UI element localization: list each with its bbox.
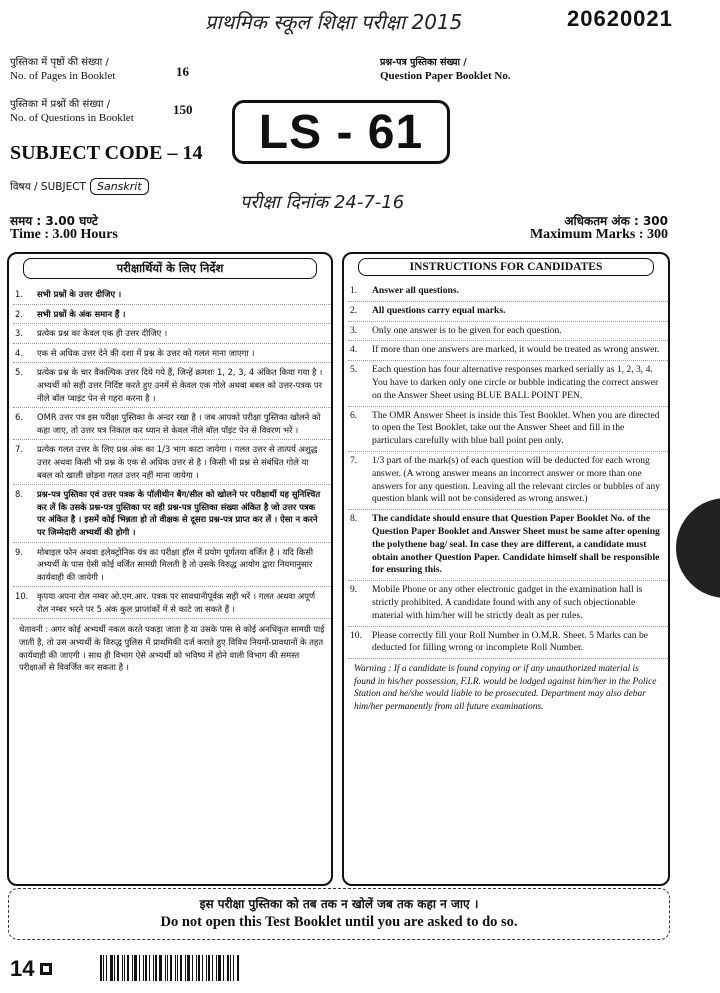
- instruction-text: प्रत्येक प्रश्न का केवल एक ही उत्तर दीजिए ।: [37, 328, 168, 339]
- instruction-item: [348, 341, 668, 361]
- paper-code: LS - 61: [258, 105, 424, 159]
- time-en: Time : 3.00 Hours: [10, 227, 118, 242]
- instruction-item: [13, 587, 331, 619]
- instruction-item: [13, 324, 331, 344]
- do-not-open-box: [8, 888, 670, 940]
- instruction-item: [348, 510, 668, 581]
- code-box: [232, 100, 450, 164]
- serial-number: 20620021: [567, 6, 673, 31]
- instruction-number: 1.: [15, 289, 23, 299]
- instruction-text: प्रत्येक गलत उत्तर के लिए प्रश्न अंक का 1/3 भाग काटा जायेगा । गलत उत्तर से तात्पर्य अशुद्ध उत्तर अथवा किसी भी प्रश्न के एक से अधिक उत्तर से है । किसी भी प्रश्न से संबंधित गोले या बबल को खाली छोड़ना गलत उत्तर नहीं माना जायेगा ।: [37, 444, 318, 480]
- barcode-bar: [134, 955, 137, 981]
- subject-row: [10, 178, 149, 195]
- instruction-text: Each question has four alternative responses marked serially as 1, 2, 3, 4. You have to darken only one circle or bubble indicating the correct answer on the Answer Sheet using BLUE BALL POINT PEN.: [372, 364, 659, 401]
- barcode-bar: [227, 955, 229, 981]
- instruction-number: 5.: [15, 367, 23, 378]
- barcode-bar: [206, 955, 207, 981]
- subject-value: Sanskrit: [90, 178, 149, 195]
- hindi-warning: चेतावनी : अगर कोई अभ्यर्थी नकल करते पकड़ा जाता है या उसके पास से कोई अनधिकृत सामग्री पाई जाती है, तो उस अभ्यर्थी के विरुद्ध पुलिस में प्राथमिकी दर्ज कराते हुए विविध नियमों-प्रावधानों के तहत कार्यवाही की जाएगी । साथ ही विभाग ऐसे अभ्यर्थी को भविष्य में होने वाली विभाग की समस्त परीक्षाओं से विवर्जित कर सकता है ।: [19, 624, 325, 673]
- barcode-bar: [170, 955, 172, 981]
- instruction-text: कृपया अपना रोल नम्बर ओ.एम.आर. पत्रक पर सावधानीपूर्वक सही भरें । गलत अथवा अपूर्ण रोल नम्बर भरने पर 5 अंक कुल प्राप्तांकों में से काटे जा सकते हैं ।: [37, 591, 316, 614]
- barcode-bar: [122, 955, 123, 981]
- bottom-code: 14: [10, 956, 35, 981]
- instruction-number: 3.: [15, 328, 23, 339]
- instruction-number: 2.: [15, 308, 23, 319]
- handwritten-date: परीक्षा दिनांक 24-7-16: [240, 192, 405, 213]
- instruction-number: 10.: [350, 629, 362, 641]
- instruction-number: 6.: [15, 412, 23, 423]
- instruction-text: सभी प्रश्नों के अंक समान हैं ।: [37, 308, 126, 319]
- instruction-text: मोबाइल फोन अथवा इलेक्ट्रोनिक यंत्र का परीक्षा हॉल में प्रयोग पूर्णतया वर्जित है । यदि किसी अभ्यर्थी के पास ऐसी कोई वर्जित सामग्री मिलती है तो उसके विरुद्ध आयोग द्वारा नियमानुसार कार्यवाही की जायेगी ।: [37, 546, 314, 582]
- barcode-bar: [212, 955, 213, 981]
- barcode-bar: [167, 955, 168, 981]
- instruction-number: 9.: [15, 546, 23, 557]
- barcode-bar: [106, 955, 107, 981]
- instruction-item: [348, 302, 668, 322]
- footer-en: Do not open this Test Booklet until you are asked to do so.: [160, 914, 518, 930]
- barcode-bar: [114, 955, 115, 981]
- barcode-bar: [237, 955, 239, 981]
- instruction-text: Mobile Phone or any other electronic gadget in the examination hall is strictly prohibited. A candidate found with any of such objectionable material with him/her will be strictly dealt as per rules.: [372, 584, 643, 621]
- booklet-no-label-en: Question Paper Booklet No.: [380, 70, 511, 82]
- instruction-item: [13, 543, 331, 588]
- instruction-text: OMR उत्तर पत्र इस परीक्षा पुस्तिका के अन्दर रखा है । जब आपको परीक्षा पुस्तिका खोलने को कहा जाए, तो उत्तर पत्र निकाल कर ध्यान से केवल नीले बॉल पॉइंट पेन से विवरण भरें ।: [37, 412, 321, 435]
- barcode-bar: [187, 955, 190, 981]
- instruction-number: 7.: [350, 454, 358, 466]
- instruction-text: प्रश्न-पत्र पुस्तिका एवं उत्तर पत्रक के पॉलीथीन बैग/सील को खोलने पर परीक्षार्थी यह सुनिश्चित कर लें कि उसके प्रश्न-पत्र पुस्तिका पर वही प्रश्न-पत्र पुस्तिका संख्या अंकित है जो उत्तर पत्रक पर अंकित है । इसमें कोई भिन्नता हो तो वीक्षक से दूसरा प्रश्न-पत्र प्राप्त कर लें । ऐसा न करने पर जिम्मेदारी अभ्यर्थी की होगी ।: [37, 489, 321, 537]
- instruction-number: 8.: [350, 513, 358, 525]
- barcode-bar: [127, 955, 129, 981]
- barcode-bar: [153, 955, 154, 981]
- barcode-bar: [145, 955, 147, 981]
- barcode-bar: [233, 955, 234, 981]
- barcode-bar: [100, 955, 102, 981]
- questions-value: 150: [173, 102, 193, 117]
- barcode-bar: [143, 955, 144, 981]
- instruction-number: 4.: [350, 344, 358, 356]
- instruction-item: [348, 282, 668, 302]
- instruction-text: एक से अधिक उत्तर देने की दशा में प्रश्न के उत्तर को गलत माना जाएगा ।: [37, 347, 255, 358]
- pages-value: 16: [176, 64, 189, 79]
- instruction-text: If more than one answers are marked, it would be treated as wrong answer.: [372, 344, 660, 356]
- instruction-item: [13, 440, 331, 485]
- barcode-bar: [139, 955, 140, 981]
- instruction-text: All questions carry equal marks.: [372, 304, 506, 316]
- instruction-item: [13, 408, 331, 440]
- barcode-bar: [192, 955, 193, 981]
- instruction-item: [348, 407, 668, 452]
- barcode-bar: [110, 955, 113, 981]
- instruction-number: 1.: [350, 285, 358, 296]
- barcode-bar: [159, 955, 162, 981]
- instruction-text: The OMR Answer Sheet is inside this Test Booklet. When you are directed to open the Test Booklet, take out the Answer Sheet and fill in the particulars carefully with blue ball point pen only.: [372, 409, 660, 447]
- barcode-bar: [177, 955, 178, 981]
- instruction-number: 10.: [15, 591, 29, 602]
- barcode-bar: [198, 955, 200, 981]
- barcode-bar: [202, 955, 203, 981]
- instruction-text: Please correctly fill your Roll Number in O.M.R. Sheet. 5 Marks can be deducted for filling wrong or incomplete Roll Number.: [372, 629, 649, 654]
- instruction-item: [348, 627, 668, 660]
- instruction-item: [13, 305, 331, 325]
- barcode-bar: [117, 955, 119, 981]
- english-warning: Warning : If a candidate is found copying or if any unauthorized material is found in his/her possession, F.I.R. would be lodged against him/her in the Police Station and he/she would liable to be prosecuted. Department may also debar him/her permanently from all future examinations.: [354, 664, 657, 712]
- time-hi: समय : 3.00 घण्टे: [10, 214, 98, 228]
- subject-code: SUBJECT CODE – 14: [10, 142, 203, 164]
- barcode: [100, 955, 240, 981]
- square-mark: [40, 963, 52, 975]
- barcode-bar: [124, 955, 125, 981]
- hindi-instructions-panel: [7, 252, 333, 886]
- barcode-bar: [165, 955, 166, 981]
- marks-en: Maximum Marks : 300: [529, 227, 668, 242]
- instruction-item: [13, 285, 331, 305]
- instruction-item: [13, 485, 331, 542]
- barcode-bar: [218, 955, 221, 981]
- english-instructions-list: [348, 282, 668, 659]
- barcode-bar: [132, 955, 133, 981]
- hindi-instructions-list: [13, 285, 331, 619]
- barcode-bar: [223, 955, 224, 981]
- side-tab-mark: [676, 498, 720, 598]
- questions-label-hi: पुस्तिका में प्रश्नों की संख्या /: [10, 99, 110, 110]
- instruction-number: 5.: [350, 364, 358, 376]
- barcode-bar: [180, 955, 182, 981]
- instruction-number: 9.: [350, 584, 358, 596]
- instruction-number: 4.: [15, 347, 23, 358]
- english-instructions-panel: [342, 252, 670, 886]
- instruction-item: [348, 361, 668, 406]
- barcode-bar: [208, 955, 210, 981]
- booklet-no-label-hi: प्रश्न-पत्र पुस्तिका संख्या /: [380, 57, 467, 68]
- instruction-item: [13, 363, 331, 408]
- instruction-number: 3.: [350, 324, 358, 336]
- hindi-instructions-header: परीक्षार्थियों के लिए निर्देश: [23, 258, 317, 279]
- instruction-number: 2.: [350, 304, 358, 316]
- barcode-bar: [149, 955, 150, 981]
- barcode-bar: [103, 955, 104, 981]
- handwritten-title: प्राथमिक स्कूल शिक्षा परीक्षा 2015: [205, 10, 463, 34]
- instruction-text: सभी प्रश्नों के उत्तर दीजिए ।: [37, 289, 122, 299]
- instruction-text: The candidate should ensure that Question Paper Booklet No. of the Question Paper Booklet and Answer Sheet must be same after opening the polythene bag/ seal. In case they are different, a candidate must obtain another Question Paper. Candidate himself shall be responsible for ensuring this.: [372, 513, 660, 576]
- questions-label-en: No. of Questions in Booklet: [10, 112, 134, 124]
- instruction-number: 6.: [350, 409, 358, 421]
- instruction-item: [348, 452, 668, 510]
- barcode-bar: [196, 955, 197, 981]
- barcode-bar: [155, 955, 157, 981]
- instruction-item: [13, 344, 331, 364]
- barcode-bar: [230, 955, 231, 981]
- barcode-bar: [185, 955, 186, 981]
- instruction-item: [348, 322, 668, 342]
- instruction-number: 8.: [15, 489, 23, 500]
- pages-label-hi: पुस्तिका में पृष्ठों की संख्या /: [10, 57, 109, 68]
- instruction-item: [348, 581, 668, 626]
- pages-label-en: No. of Pages in Booklet: [10, 70, 116, 82]
- instruction-text: प्रत्येक प्रश्न के चार वैकल्पिक उत्तर दिये गये हैं, जिन्हें क्रमशः 1, 2, 3, 4 अंकित किया गया है । अभ्यर्थी को सही उत्तर निर्दिष्ट करते हुए उनमें से केवल एक गोले अथवा बबल को उत्तर-पत्रक पर नीले बॉल प्वाइंट पेन से गहरा करना है ।: [37, 367, 323, 403]
- barcode-bar: [216, 955, 217, 981]
- instruction-text: 1/3 part of the mark(s) of each question will be deducted for each wrong answer. (A wrong answer means an incorrect answer or more than one answers for any question. Leaving all the relevant circles or bubbles of any question blank will not be considered as wrong answer.): [372, 454, 660, 505]
- subject-label: विषय / SUBJECT: [10, 180, 86, 193]
- barcode-bar: [175, 955, 176, 981]
- footer-hi: इस परीक्षा पुस्तिका को तब तक न खोलें जब तक कहा न जाए ।: [199, 897, 479, 911]
- instruction-text: Answer all questions.: [372, 285, 459, 296]
- english-instructions-header: INSTRUCTIONS FOR CANDIDATES: [358, 258, 654, 276]
- instruction-text: Only one answer is to be given for each question.: [372, 324, 562, 336]
- instruction-number: 7.: [15, 444, 23, 455]
- marks-hi: अधिकतम अंक : 300: [564, 214, 668, 228]
